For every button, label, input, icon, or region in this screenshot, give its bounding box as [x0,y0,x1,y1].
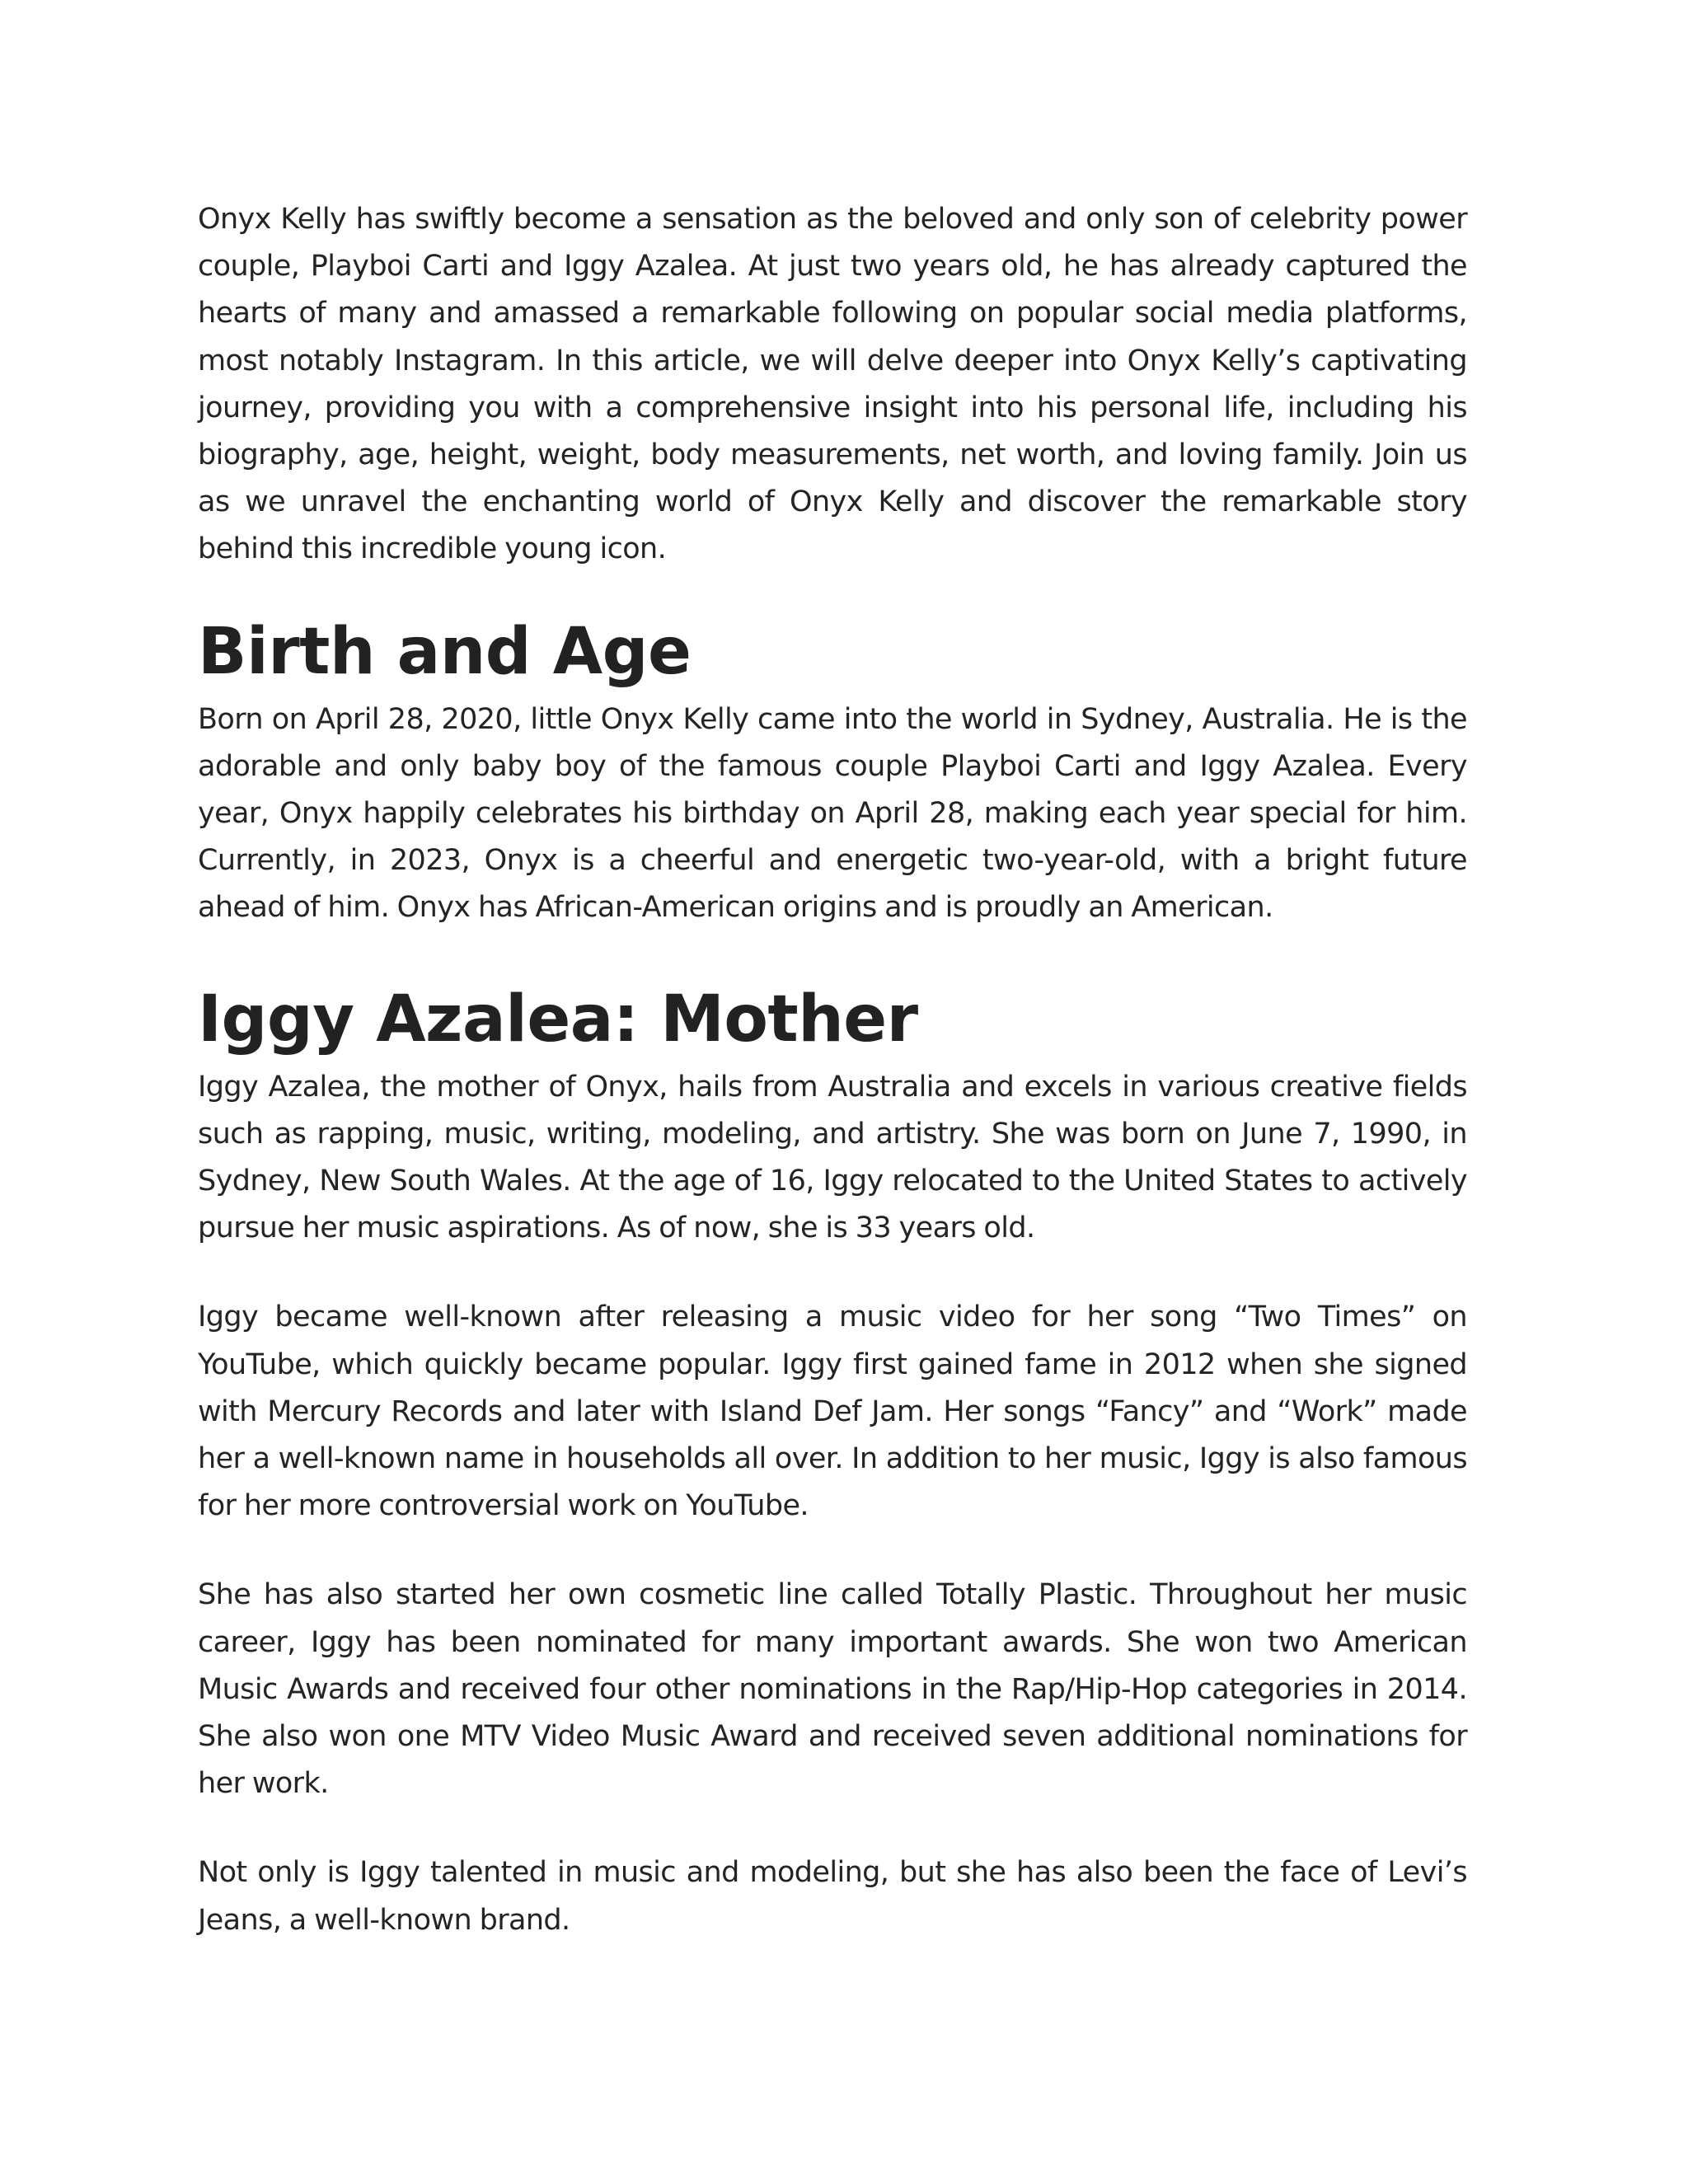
birth-paragraph: Born on April 28, 2020, little Onyx Kelly came into the world in Sydney, Australia. He is the adorable and only baby boy of the famous couple Playboi Carti and Iggy Azalea. Every year, Onyx happily celebrates his birthday on April 28, making each year special for him. Currently, in 2023, Onyx is a cheerful and energetic two-year-old, with a bright future ahead of him. Onyx has African-American origins and is proudly an American. [198,702,1467,925]
article-body [198,196,1467,1944]
iggy-paragraph-levis: Not only is Iggy talented in music and modeling, but she has also been the face of Levi’s Jeans, a well-known brand. [198,1856,1467,1937]
section-heading-birth-and-age: Birth and Age [198,614,692,689]
iggy-paragraph-awards: She has also started her own cosmetic line called Totally Plastic. Throughout her music career, Iggy has been nominated for many important awards. She won two American Music Awards and received four other nominations in the Rap/Hip-Hop categories in 2014. She also won one MTV Video Music Award and received seven additional nominations for her work. [198,1578,1467,1801]
iggy-paragraph-fame: Iggy became well-known after releasing a music video for her song “Two Times” on YouTube, which quickly became popular. Iggy first gained fame in 2012 when she signed with Mercury Records and later with Island Def Jam. Her songs “Fancy” and “Work” made her a well-known name in households all over. In addition to her music, Iggy is also famous for her more controversial work on YouTube. [198,1301,1467,1523]
section-heading-iggy-azalea-mother: Iggy Azalea: Mother [198,982,918,1057]
iggy-paragraph-origins: Iggy Azalea, the mother of Onyx, hails from Australia and excels in various creative fields such as rapping, music, writing, modeling, and artistry. She was born on June 7, 1990, in Sydney, New South Wales. At the age of 16, Iggy relocated to the United States to actively pursue her music aspirations. As of now, she is 33 years old. [198,1070,1467,1245]
intro-paragraph: Onyx Kelly has swiftly become a sensation as the beloved and only son of celebrity power couple, Playboi Carti and Iggy Azalea. At just two years old, he has already captured the hearts of many and amassed a remarkable following on popular social media platforms, most notably Instagram. In this article, we will delve deeper into Onyx Kelly’s captivating journey, providing you with a comprehensive insight into his personal life, including his biography, age, height, weight, body measurements, net worth, and loving family. Join us as we unravel the enchanting world of Onyx Kelly and discover the remarkable story behind this incredible young icon. [198,203,1467,566]
